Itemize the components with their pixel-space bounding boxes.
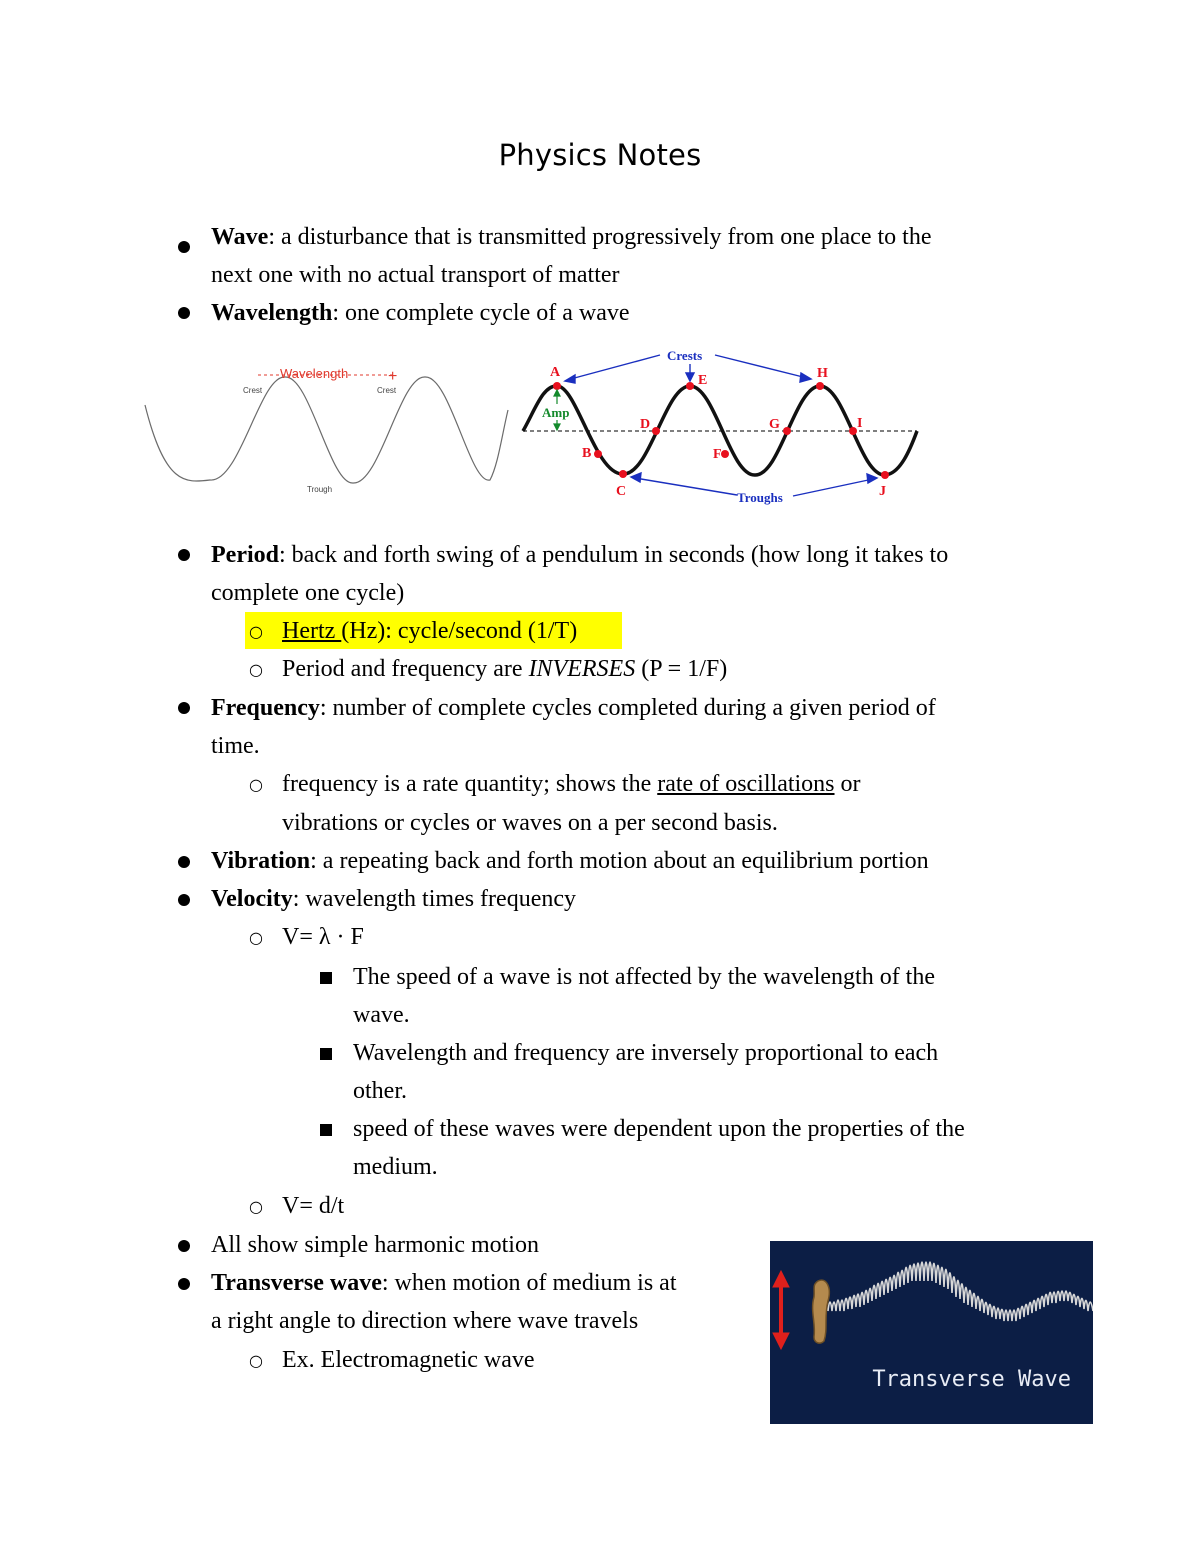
sub-bullet: ○	[249, 1197, 263, 1216]
text: frequency is a rate quantity; shows the	[282, 771, 658, 797]
underlined-text: rate of oscillations	[657, 771, 835, 797]
point-d	[652, 427, 660, 435]
sub-bullet: ○	[249, 775, 263, 794]
crest-label: Crest	[243, 386, 263, 395]
definition-continuation: a right angle to direction where wave travels	[211, 1308, 639, 1334]
hand-icon	[813, 1280, 830, 1343]
definition-wave	[211, 222, 931, 252]
label-d: D	[640, 417, 651, 432]
definition-text: : one complete cycle of a wave	[332, 300, 630, 326]
label-g: G	[769, 417, 780, 432]
emphasis: INVERSES	[528, 656, 636, 682]
bullet	[178, 1278, 190, 1290]
label-a: A	[550, 365, 561, 380]
bullet	[178, 241, 190, 253]
point-h	[816, 382, 824, 390]
amp-label: Amp	[542, 405, 570, 420]
definition-velocity	[211, 884, 576, 914]
point-g	[783, 427, 791, 435]
definition-vibration	[211, 846, 929, 876]
bullet	[178, 1240, 190, 1252]
sub-bullet: ○	[249, 1351, 263, 1370]
crests-label: Crests	[667, 348, 703, 363]
definition-period	[211, 540, 948, 570]
text: or	[834, 771, 861, 797]
hertz-text: (Hz): cycle/second (1/T)	[341, 618, 578, 644]
hertz-term: Hertz	[282, 618, 342, 644]
crests-troughs-diagram	[515, 340, 925, 515]
transverse-wave-image	[770, 1241, 1093, 1424]
transverse-wave-label: Transverse Wave	[872, 1367, 1071, 1392]
transverse-wave-illustration	[770, 1241, 1093, 1424]
wave-curve	[145, 377, 508, 483]
definition-text: : when motion of medium is at	[381, 1270, 677, 1296]
definition-frequency	[211, 693, 936, 723]
text: (P = 1/F)	[635, 656, 728, 682]
sub-bullet: ○	[249, 622, 263, 641]
page-title: Physics Notes	[498, 138, 702, 172]
definition-text: : a disturbance that is transmitted progressively from one place to the	[268, 224, 932, 250]
definition-transverse	[211, 1268, 677, 1298]
formula-distance: V= d/t	[282, 1193, 345, 1219]
rate-line	[282, 769, 861, 799]
definition-text: : back and forth swing of a pendulum in seconds (how long it takes to	[278, 542, 949, 568]
hertz-line	[282, 616, 577, 646]
sub-bullet: ○	[249, 928, 263, 947]
label-h: H	[817, 366, 828, 381]
term: Frequency	[211, 695, 320, 721]
label-b: B	[582, 446, 592, 461]
point-f	[721, 450, 729, 458]
definition-continuation: complete one cycle)	[211, 580, 405, 606]
definition-text: : wavelength times frequency	[292, 886, 576, 912]
label-j: J	[879, 484, 886, 499]
label-c: C	[616, 484, 627, 499]
sub-bullet: ○	[249, 660, 263, 679]
point-j	[881, 471, 889, 479]
term: Transverse wave	[211, 1270, 382, 1296]
plus-marker: +	[388, 368, 398, 385]
point-text: speed of these waves were dependent upon the properties of the	[353, 1116, 965, 1142]
point-text: Wavelength and frequency are inversely proportional to each	[353, 1040, 939, 1066]
label-i: I	[857, 416, 863, 431]
wavelength-label: Wavelength	[280, 366, 349, 381]
point-b	[594, 450, 602, 458]
spring-coil	[828, 1262, 1093, 1321]
trough-label: Trough	[307, 485, 333, 494]
square-bullet	[320, 1124, 332, 1136]
definition-continuation: next one with no actual transport of matter	[211, 262, 620, 288]
bullet	[178, 702, 190, 714]
point-text-continuation: wave.	[353, 1002, 410, 1028]
square-bullet	[320, 1048, 332, 1060]
point-text-continuation: other.	[353, 1078, 407, 1104]
point-text: The speed of a wave is not affected by the wavelength of the	[353, 964, 935, 990]
point-i	[849, 427, 857, 435]
troughs-label: Troughs	[737, 490, 783, 505]
point-e	[686, 382, 694, 390]
shm-note: All show simple harmonic motion	[211, 1232, 539, 1258]
definition-text: : number of complete cycles completed during a given period of	[319, 695, 936, 721]
term: Wave	[211, 224, 269, 250]
bullet	[178, 894, 190, 906]
term: Wavelength	[211, 300, 333, 326]
square-bullet	[320, 972, 332, 984]
rate-line-continuation: vibrations or cycles or waves on a per second basis.	[282, 810, 778, 836]
formula-velocity: V= λ · F	[282, 924, 364, 950]
definition-wavelength	[211, 298, 630, 328]
inverse-line	[282, 654, 727, 684]
point-c	[619, 470, 627, 478]
bullet	[178, 856, 190, 868]
term: Velocity	[211, 886, 293, 912]
term: Period	[211, 542, 279, 568]
arrow-icon	[773, 1271, 789, 1349]
label-e: E	[698, 373, 708, 388]
wavelength-diagram	[140, 355, 510, 500]
bullet	[178, 307, 190, 319]
label-f: F	[713, 447, 722, 462]
point-text-continuation: medium.	[353, 1154, 438, 1180]
crest-label: Crest	[377, 386, 397, 395]
text: Period and frequency are	[282, 656, 529, 682]
term: Vibration	[211, 848, 311, 874]
definition-text: : a repeating back and forth motion about an equilibrium portion	[310, 848, 929, 874]
bullet	[178, 549, 190, 561]
definition-continuation: time.	[211, 733, 260, 759]
example-text: Ex. Electromagnetic wave	[282, 1347, 535, 1373]
